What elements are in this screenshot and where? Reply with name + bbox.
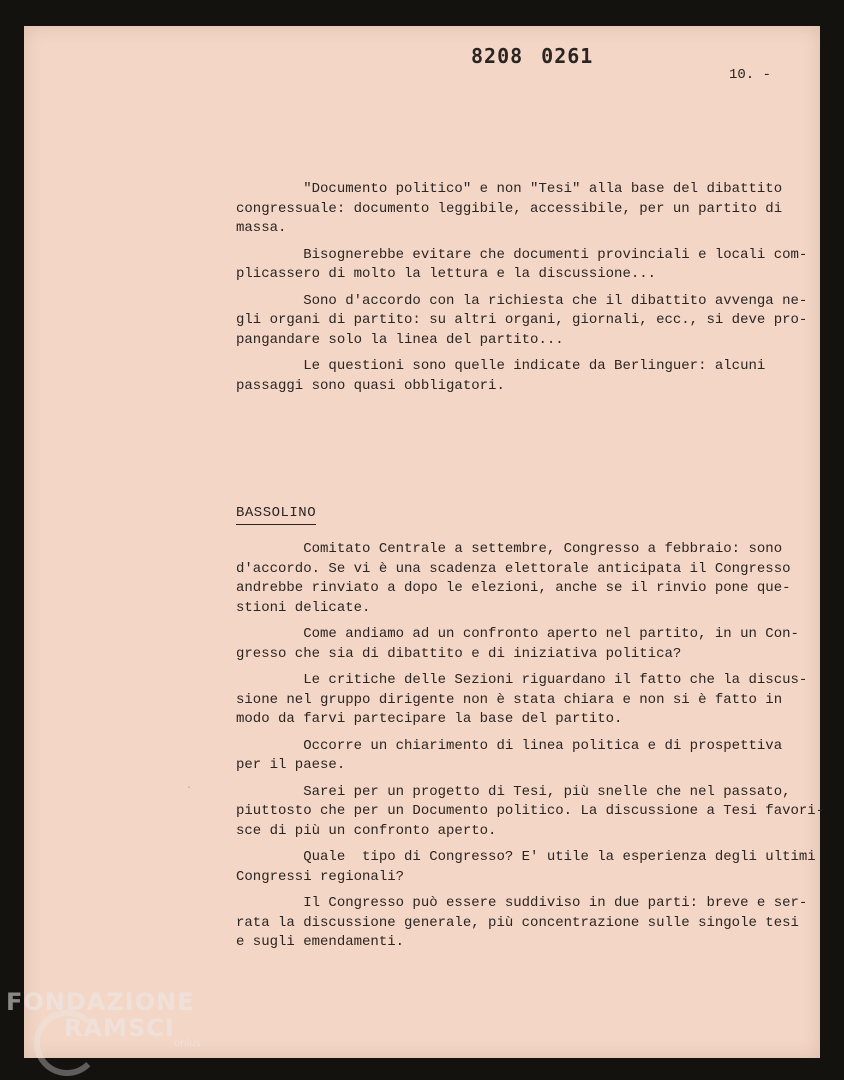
- text-line: Sono d'accordo con la richiesta che il dibattito avvenga ne-: [236, 292, 808, 309]
- page-number: 10. -: [729, 67, 772, 83]
- text-line: congressuale: documento leggibile, accessibile, per un partito di: [236, 200, 783, 217]
- text-line: pangandare solo la linea del partito...: [236, 331, 564, 348]
- text-line: passaggi sono quasi obbligatori.: [236, 377, 505, 394]
- text-line: sce di più un confronto aperto.: [236, 822, 497, 839]
- text-line: Quale tipo di Congresso? E' utile la esperienza degli ultimi: [236, 849, 816, 865]
- text-line: sione nel gruppo dirigente non è stata chiara e non si è fatto in: [236, 691, 783, 708]
- text-line: modo da farvi partecipare la base del partito.: [236, 711, 623, 727]
- watermark-line-2: RAMSCI: [64, 1014, 175, 1042]
- text-line: piuttosto che per un Documento politico. La discussione a Tesi favori-: [236, 803, 825, 819]
- text-line: e sugli emendamenti.: [236, 934, 405, 950]
- text-line: Congressi regionali?: [236, 868, 405, 885]
- stamp-number-a: 8208: [471, 44, 524, 68]
- text-line: andrebbe rinviato a dopo le elezioni, anche se il rinvio pone que-: [236, 580, 791, 596]
- text-line: Come andiamo ad un confronto aperto nel partito, in un Con-: [236, 626, 799, 642]
- text-line: plicassero di molto la lettura e la discussione...: [236, 266, 657, 282]
- text-line: Comitato Centrale a settembre, Congresso a febbraio: sono: [236, 541, 783, 557]
- watermark-line-1: FONDAZIONE: [6, 988, 195, 1016]
- section-2-body: [236, 540, 825, 953]
- stamp-number-b: 0261: [541, 44, 594, 68]
- text-line: d'accordo. Se vi è una scadenza elettorale anticipata il Congresso: [236, 560, 791, 577]
- text-line: "Documento politico" e non "Tesi" alla base del dibattito: [236, 181, 783, 197]
- text-line: gresso che sia di dibattito e di iniziativa politica?: [236, 645, 682, 662]
- text-line: massa.: [236, 220, 287, 236]
- text-line: Bisognerebbe evitare che documenti provinciali e locali com-: [236, 246, 808, 263]
- archive-stamp-number: [471, 44, 611, 68]
- text-line: Sarei per un progetto di Tesi, più snelle che nel passato,: [236, 783, 791, 800]
- text-line: stioni delicate.: [236, 599, 371, 616]
- section-1-body: [236, 180, 808, 396]
- text-line: rata la discussione generale, più concentrazione sulle singole tesi: [236, 914, 799, 931]
- text-line: Occorre un chiarimento di linea politica e di prospettiva: [236, 737, 783, 754]
- watermark: [6, 988, 201, 1049]
- speaker-heading: BASSOLINO: [236, 505, 316, 525]
- text-line: gli organi di partito: su altri organi, giornali, ecc., si deve pro-: [236, 312, 808, 328]
- text-line: Il Congresso può essere suddiviso in due parti: breve e ser-: [236, 895, 808, 911]
- text-line: Le critiche delle Sezioni riguardano il fatto che la discus-: [236, 672, 808, 688]
- text-line: Le questioni sono quelle indicate da Berlinguer: alcuni: [236, 358, 766, 374]
- margin-mark: ·: [186, 783, 193, 794]
- text-line: per il paese.: [236, 757, 346, 773]
- watermark-line-3: onlus: [174, 1038, 201, 1049]
